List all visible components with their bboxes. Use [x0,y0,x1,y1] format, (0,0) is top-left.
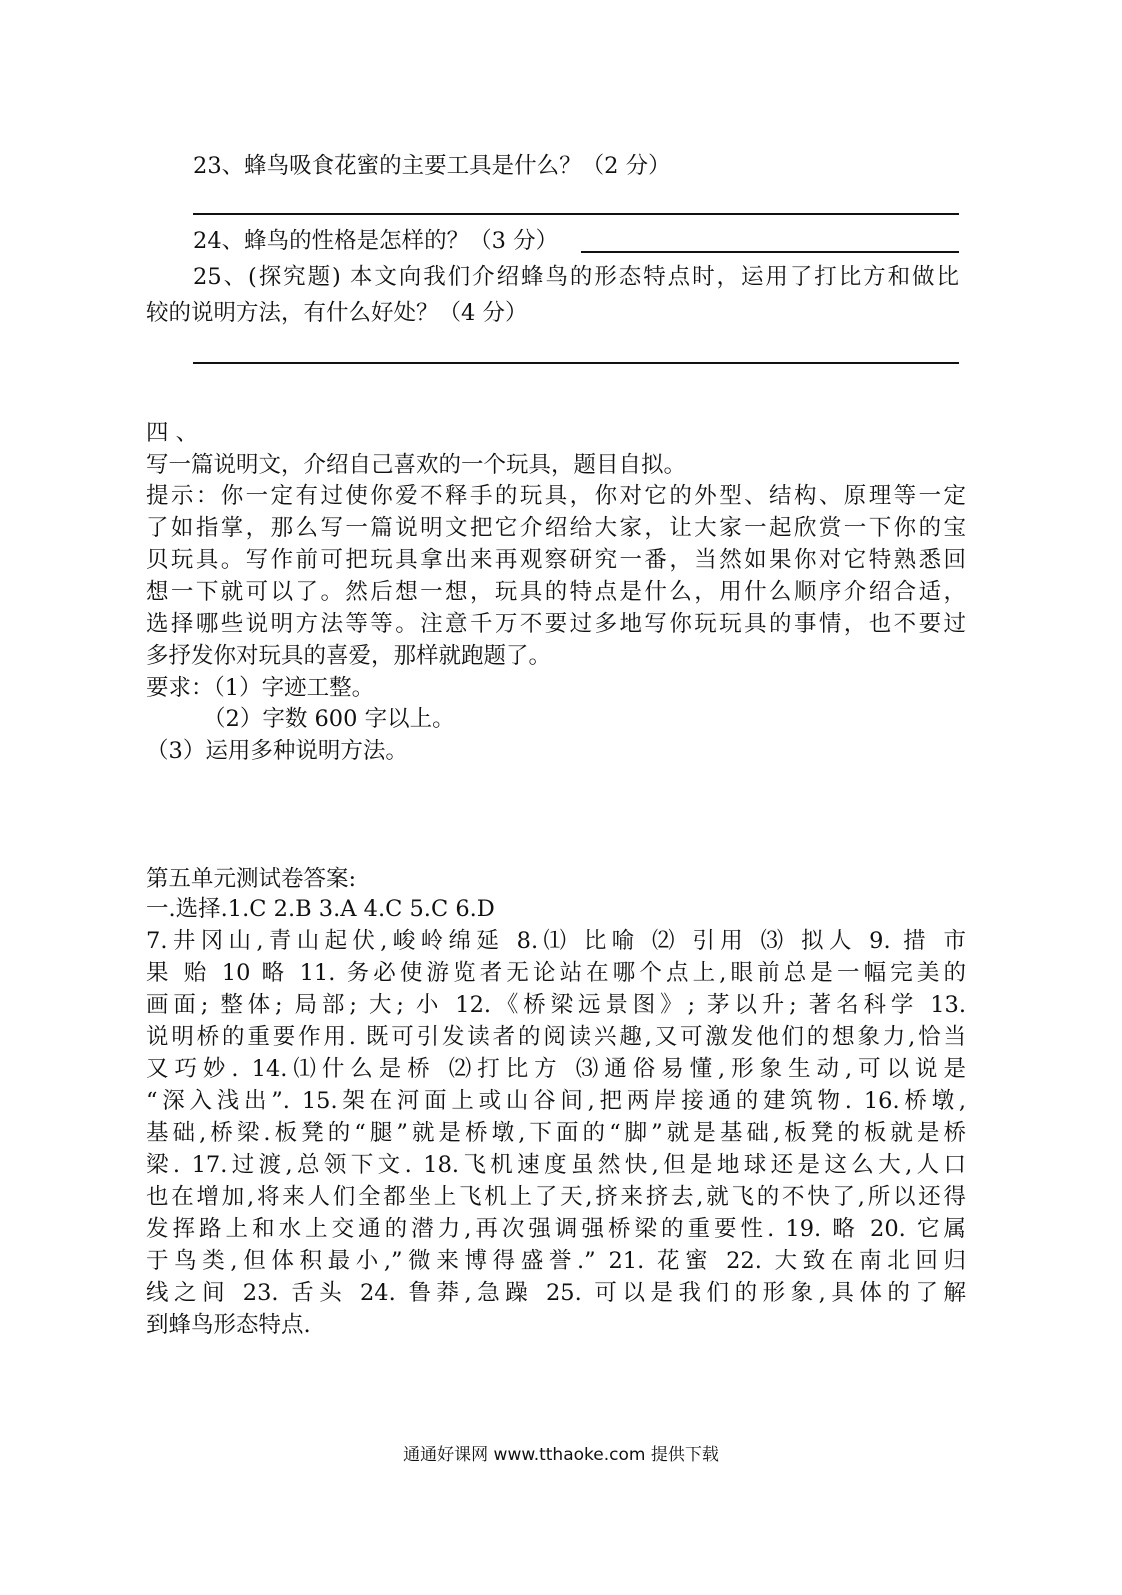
answer-line: 梁. 17.过渡,总领下文. 18.飞机速度虽然快,但是地球还是这么大,人口 [146,1152,966,1178]
answer-line: 基础,桥梁.板凳的“腿”就是桥墩,下面的“脚”就是基础,板凳的板就是桥 [146,1120,966,1146]
hint-line: 贝玩具。写作前可把玩具拿出来再观察研究一番，当然如果你对它特熟悉回 [146,547,966,573]
answer-line: 到蜂鸟形态特点. [146,1312,311,1338]
answer-line: 画面; 整体; 局部; 大; 小 12.《桥梁远景图》; 茅以升; 著名科学 13. [146,992,966,1018]
requirement-1: 要求：（1）字迹工整。 [146,675,375,701]
requirement-2: （2）字数 600 字以上。 [203,706,455,732]
question-25-line-1: 25、(探究题) 本文向我们介绍蜂鸟的形态特点时，运用了打比方和做比 [193,264,959,290]
question-25-line-2: 较的说明方法，有什么好处？（4 分） [146,300,528,326]
hint-line: 选择哪些说明方法等等。注意千万不要过多地写你玩玩具的事情，也不要过 [146,611,966,637]
hint-line: 提示：你一定有过使你爱不释手的玩具，你对它的外型、结构、原理等一定 [146,483,966,509]
requirement-3: （3）运用多种说明方法。 [146,738,408,764]
answer-line-24 [581,251,959,253]
question-24: 24、蜂鸟的性格是怎样的？（3 分） [193,228,559,254]
answer-line: 发挥路上和水上交通的潜力,再次强调强桥梁的重要性. 19. 略 20. 它属 [146,1216,966,1242]
answer-line: 一.选择.1.C 2.B 3.A 4.C 5.C 6.D [146,896,495,922]
hint-line: 多抒发你对玩具的喜爱，那样就跑题了。 [146,643,552,669]
answer-line: 说明桥的重要作用. 既可引发读者的阅读兴趣,又可激发他们的想象力,恰当 [146,1024,966,1050]
answer-line: 果 贻 10 略 11. 务必使游览者无论站在哪个点上,眼前总是一幅完美的 [146,960,966,986]
page-footer: 通通好课网 www.tthaoke.com 提供下载 [403,1445,719,1465]
answer-line-25 [193,362,959,364]
hint-line: 了如指掌，那么写一篇说明文把它介绍给大家，让大家一起欣赏一下你的宝 [146,515,966,541]
answer-line: 线之间 23. 舌头 24. 鲁莽,急躁 25. 可以是我们的形象,具体的了解 [146,1280,966,1306]
answer-line: 又巧妙. 14.⑴什么是桥 ⑵打比方 ⑶通俗易懂,形象生动,可以说是 [146,1056,966,1082]
answer-line: 7.井冈山,青山起伏,峻岭绵延 8.⑴ 比喻 ⑵ 引用 ⑶ 拟人 9. 措 市 [146,928,966,954]
hint-line: 想一下就可以了。然后想一想，玩具的特点是什么，用什么顺序介绍合适， [146,579,966,605]
answer-line-23 [193,213,959,215]
section-4-heading: 四 、 [146,420,199,446]
answer-line: 也在增加,将来人们全都坐上飞机上了天,挤来挤去,就飞的不快了,所以还得 [146,1184,966,1210]
answer-line: “深入浅出”. 15.架在河面上或山谷间,把两岸接通的建筑物. 16.桥墩, [146,1088,966,1114]
answers-title: 第五单元测试卷答案: [146,866,357,892]
answer-line: 于鸟类,但体积最小,”微来博得盛誉.” 21. 花蜜 22. 大致在南北回归 [146,1248,966,1274]
question-23: 23、蜂鸟吸食花蜜的主要工具是什么？（2 分） [193,153,671,179]
writing-task: 写一篇说明文，介绍自己喜欢的一个玩具，题目自拟。 [146,452,687,478]
